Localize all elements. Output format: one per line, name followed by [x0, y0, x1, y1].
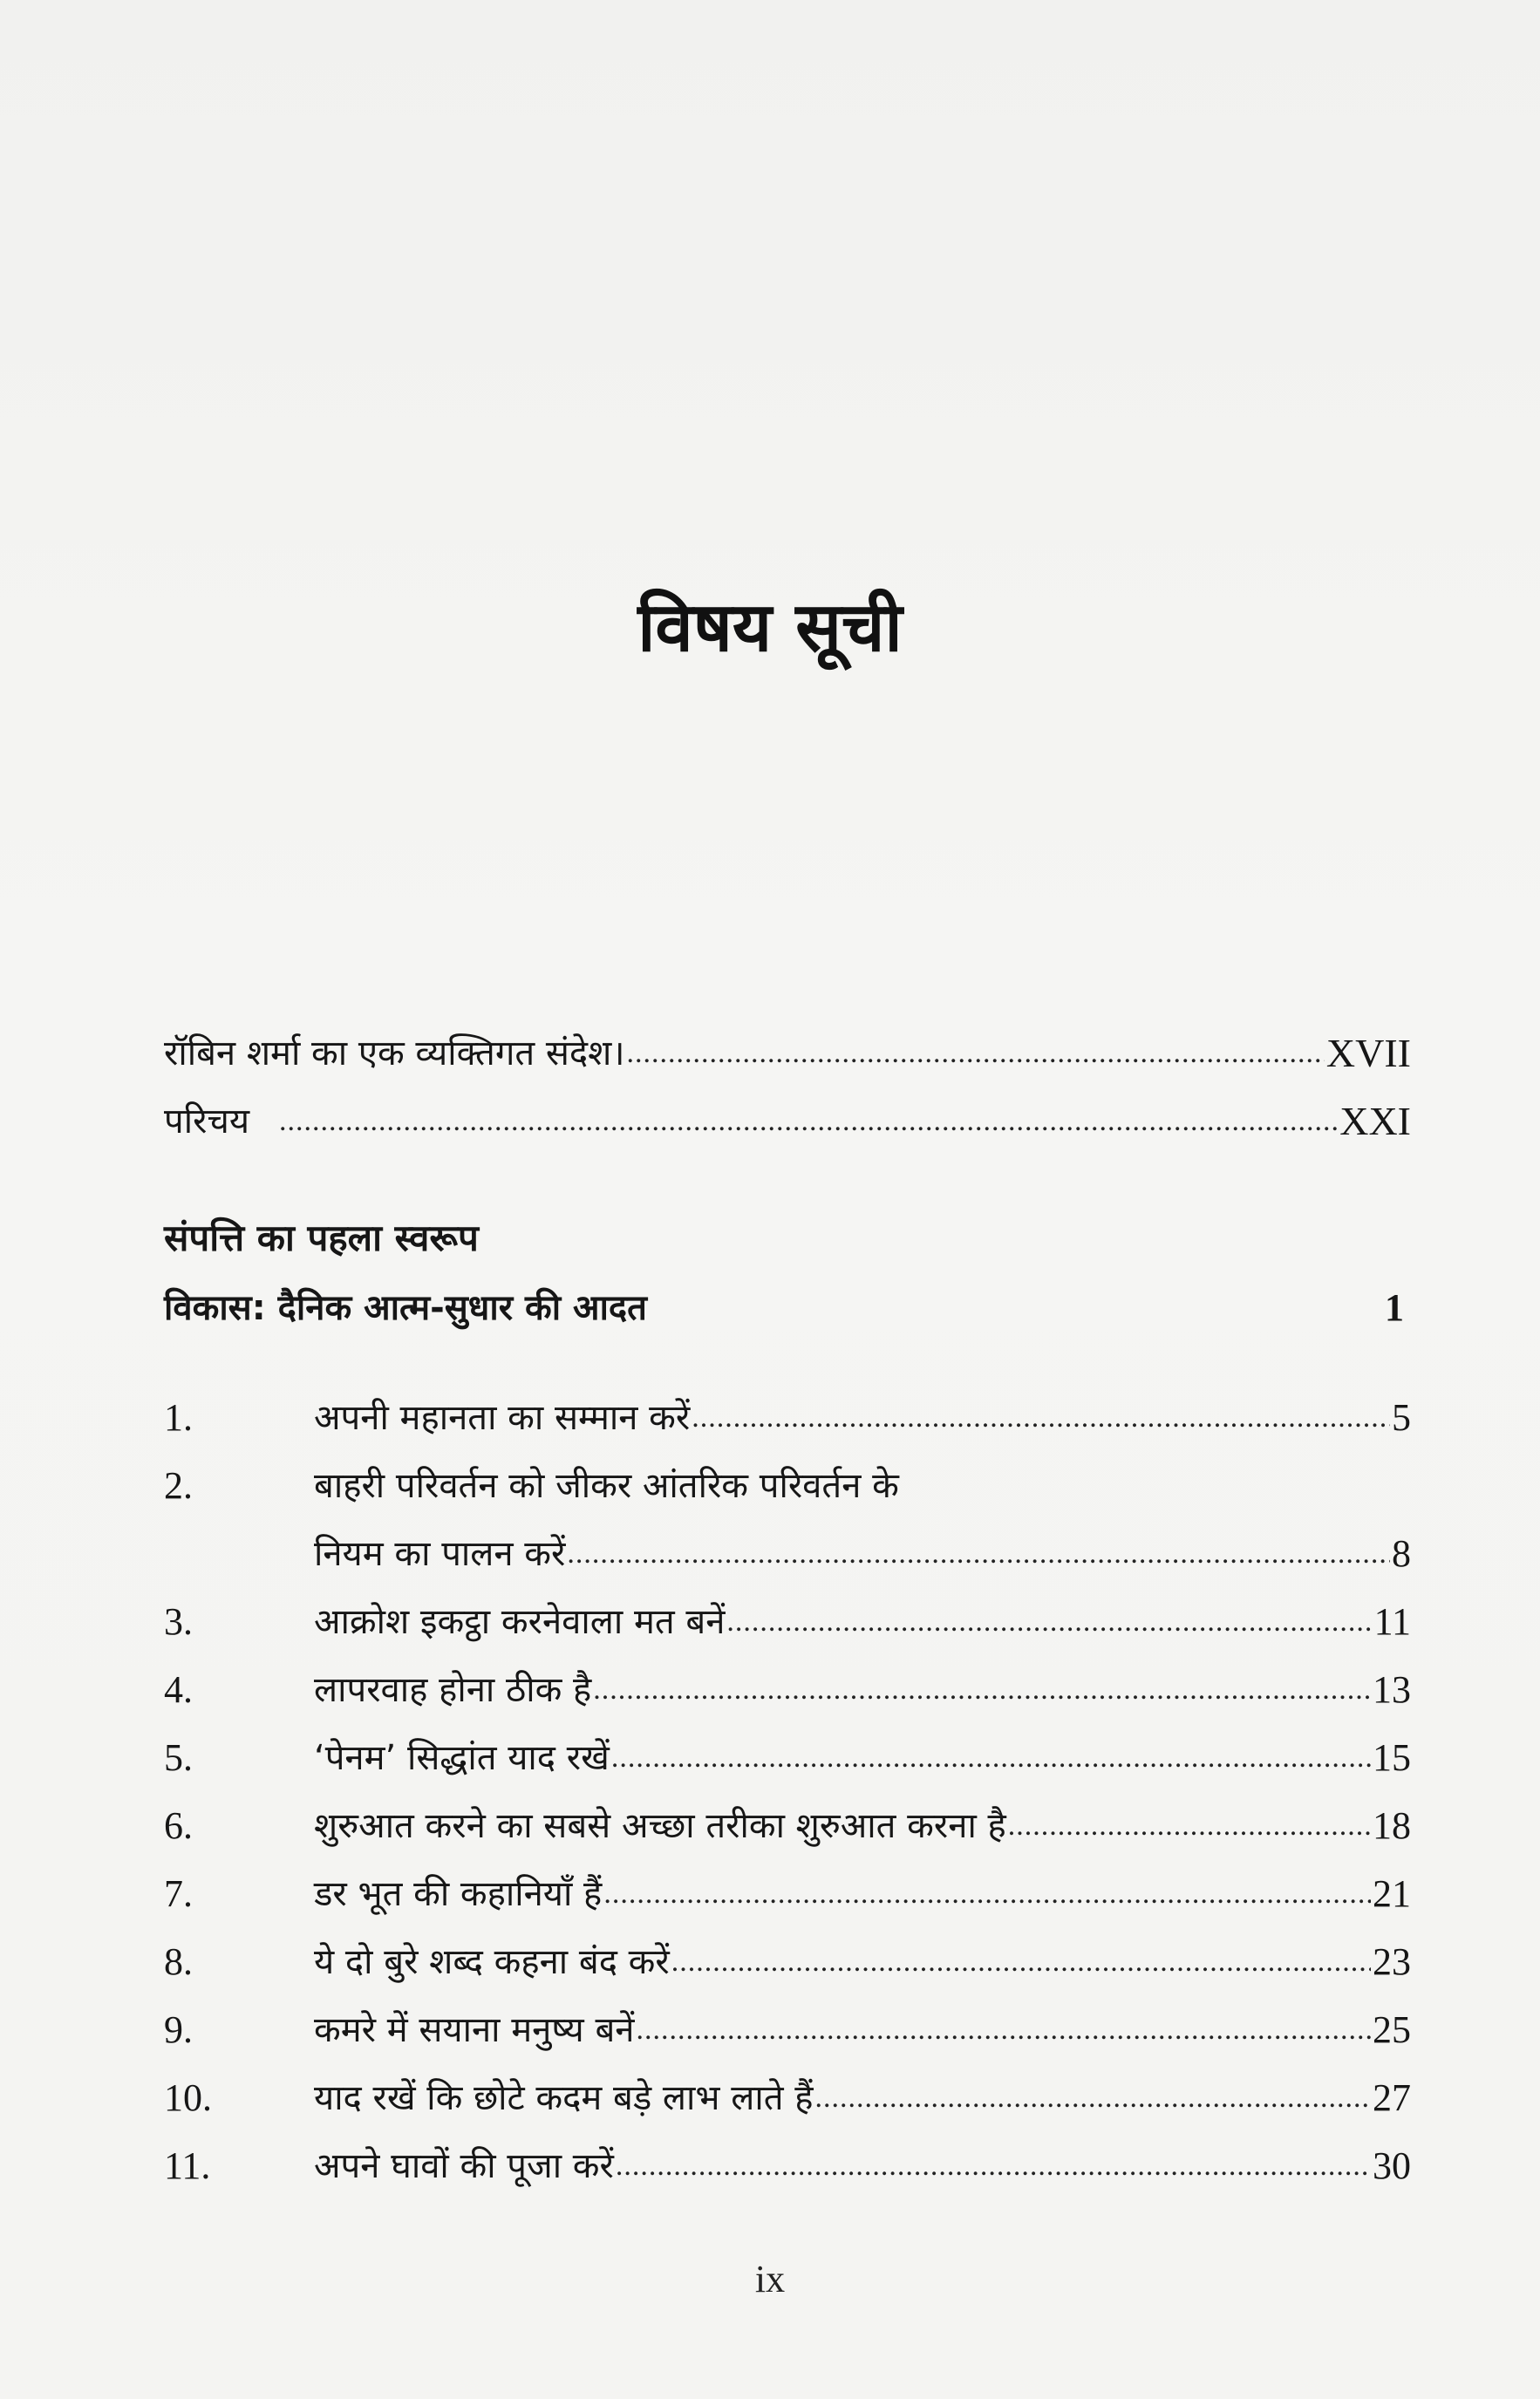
dot-leader [611, 1732, 1371, 1784]
dot-leader [593, 1664, 1371, 1716]
toc-page-number: XVII [1325, 1031, 1411, 1075]
toc-row [164, 1659, 1411, 1716]
section-subtitle-row [164, 1282, 1411, 1334]
section-title: संपत्ति का पहला स्वरूप [164, 1217, 479, 1259]
toc-row [164, 1795, 1411, 1852]
dot-leader [567, 1528, 1390, 1580]
toc-label: परिचय [164, 1101, 250, 1142]
toc-number: 7. [164, 1872, 193, 1915]
toc-row [164, 1591, 1411, 1648]
toc-number: 11. [164, 2144, 211, 2187]
toc-row [164, 2067, 1411, 2124]
dot-leader [279, 1095, 1338, 1148]
dot-leader [726, 1596, 1372, 1648]
toc-number: 5. [164, 1736, 193, 1779]
toc-row-front-intro [164, 1090, 1411, 1148]
toc-row [164, 1455, 1411, 1512]
toc-page-number: 11 [1373, 1600, 1411, 1643]
toc-label: बाहरी परिवर्तन को जीकर आंतरिक परिवर्तन के [314, 1466, 899, 1506]
toc-label: अपनी महानता का सम्मान करें [314, 1398, 691, 1438]
page-number-footer: ix [754, 2258, 786, 2300]
toc-row [164, 1931, 1411, 1988]
dot-leader [637, 2004, 1372, 2056]
toc-page-number: 13 [1373, 1668, 1411, 1711]
toc-label: अपने घावों की पूजा करें [314, 2146, 614, 2186]
dot-leader [603, 1868, 1371, 1920]
toc-label: शुरुआत करने का सबसे अच्छा तरीका शुरुआत करना है [314, 1806, 1006, 1846]
toc-row-front-message [164, 1022, 1411, 1080]
toc-page-number: 27 [1373, 2076, 1411, 2119]
toc-label: ये दो बुरे शब्द कहना बंद करें [314, 1942, 670, 1982]
toc-label: नियम का पालन करें [314, 1534, 566, 1574]
toc-page-number: 18 [1373, 1804, 1411, 1847]
toc-page-number: 5 [1392, 1396, 1411, 1439]
toc-page-number: 15 [1373, 1736, 1411, 1779]
toc-row [164, 1999, 1411, 2056]
toc-number: 6. [164, 1804, 193, 1847]
toc-label: ‘पेनम’ सिद्धांत याद रखें [314, 1738, 610, 1778]
toc-label: आक्रोश इकट्ठा करनेवाला मत बनें [314, 1602, 726, 1642]
dot-leader [814, 2072, 1371, 2124]
dot-leader [692, 1392, 1390, 1444]
toc-row [164, 1727, 1411, 1784]
toc-page-number: 23 [1373, 1940, 1411, 1983]
dot-leader [671, 1936, 1371, 1988]
toc-row [164, 1387, 1411, 1444]
toc-page-number: 25 [1373, 2008, 1411, 2051]
toc-page-number: 21 [1373, 1872, 1411, 1915]
toc-row [164, 2135, 1411, 2192]
toc-number: 1. [164, 1396, 193, 1439]
toc-label: डर भूत की कहानियाँ हैं [314, 1874, 603, 1914]
dot-leader [616, 2140, 1371, 2192]
toc-number: 3. [164, 1600, 193, 1643]
toc-label: याद रखें कि छोटे कदम बड़े लाभ लाते हैं [314, 2078, 814, 2118]
toc-label: कमरे में सयाना मनुष्य बनें [314, 2010, 635, 2050]
toc-number: 8. [164, 1940, 193, 1983]
section-page-number: 1 [1385, 1286, 1404, 1329]
toc-number: 10. [164, 2076, 212, 2119]
section-subtitle: विकास: दैनिक आत्म-सुधार की आदत [164, 1288, 647, 1328]
toc-page-number: 8 [1392, 1532, 1411, 1575]
dot-leader [627, 1027, 1325, 1080]
toc-label: लापरवाह होना ठीक है [314, 1670, 592, 1710]
dot-leader [1008, 1800, 1371, 1852]
toc-number: 9. [164, 2008, 193, 2051]
toc-number: 4. [164, 1668, 193, 1711]
toc-page-number: XXI [1339, 1099, 1411, 1143]
toc-number: 2. [164, 1464, 193, 1507]
toc-label: रॉबिन शर्मा का एक व्यक्तिगत संदेश। [164, 1033, 625, 1073]
page-title: विषय सूची [637, 589, 903, 667]
toc-row [164, 1523, 1411, 1580]
toc-page-number: 30 [1373, 2144, 1411, 2187]
toc-row [164, 1863, 1411, 1920]
